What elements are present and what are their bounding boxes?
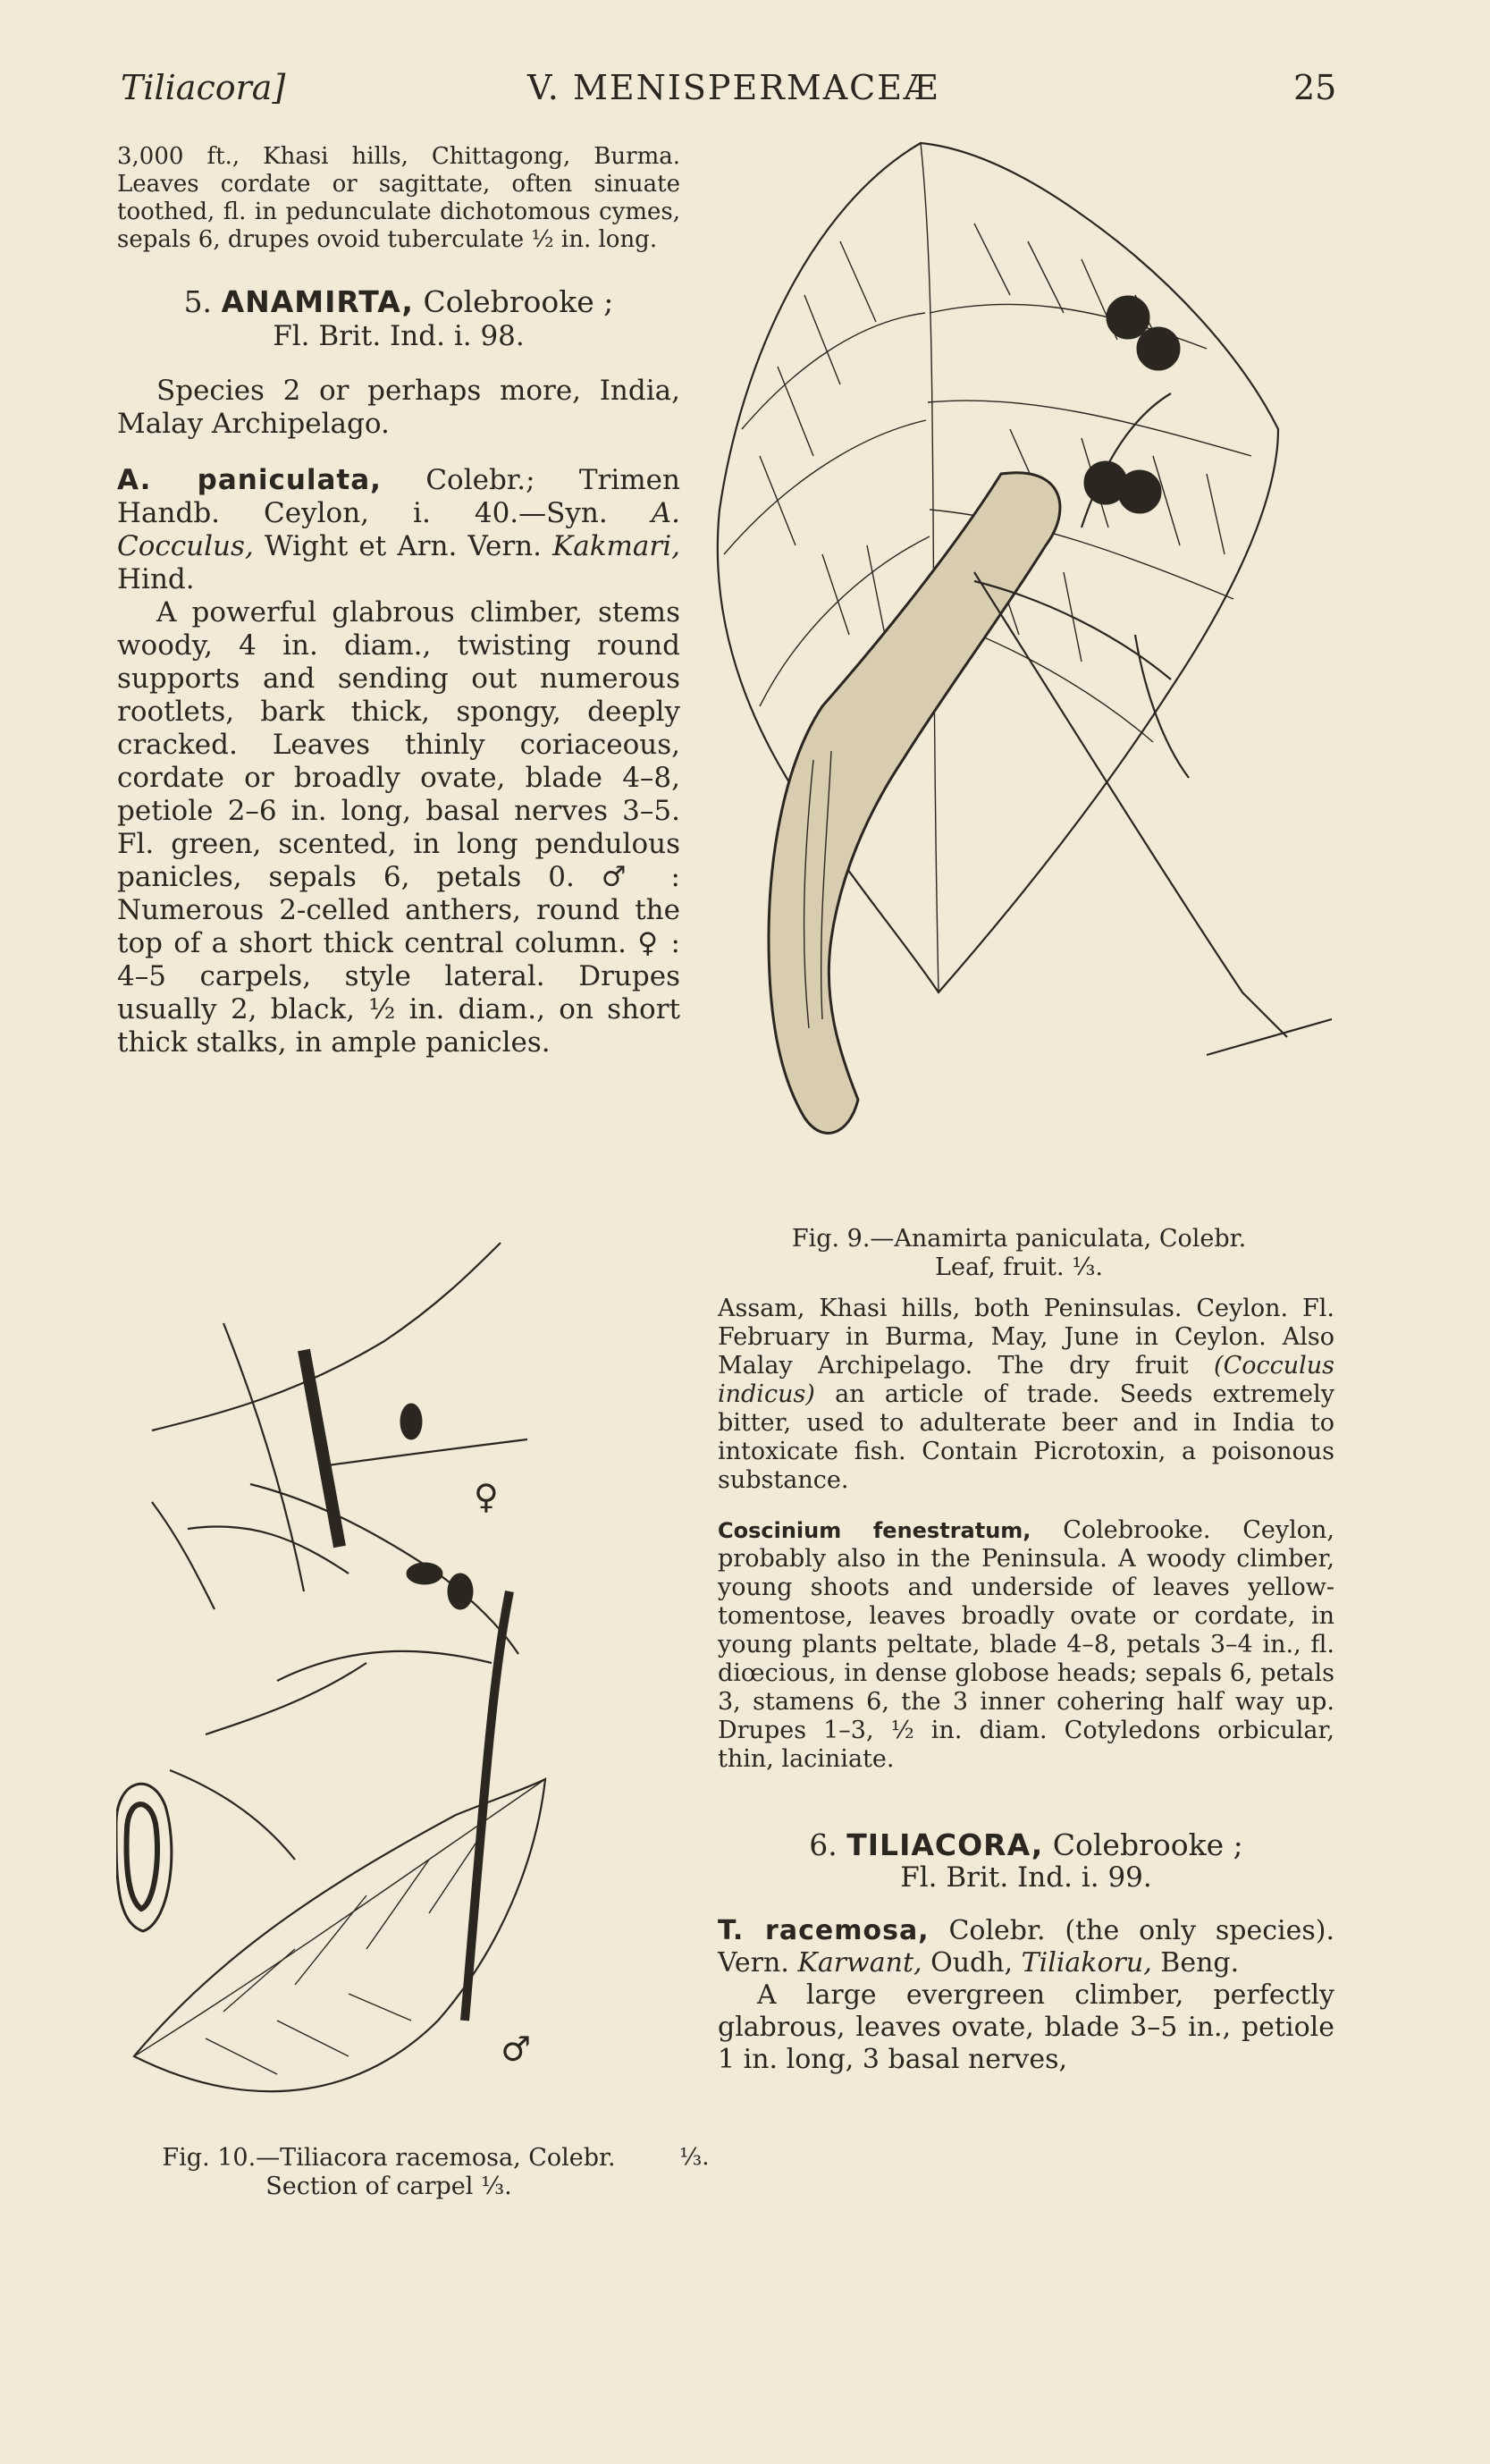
male-symbol: ♂ — [501, 2029, 532, 2069]
species-heading — [117, 464, 680, 596]
species-name: A. paniculata, — [117, 464, 382, 496]
figure-10-illustration — [116, 1234, 697, 2128]
species-description-tiliacora: A large evergreen climber, perfectly glabrous, leaves ovate, blade 3–5 in., petiole 1 in. long, 3 basal nerves, — [718, 1979, 1334, 2075]
species-synonym: A. Cocculus, — [117, 497, 680, 562]
species-heading-tiliacora — [718, 1915, 1334, 1979]
species-vernacular-1-region: Oudh, — [930, 1947, 1014, 1979]
coscinium-paragraph — [718, 1516, 1334, 1774]
fig10-drupe-2 — [407, 1563, 442, 1584]
figure-9-illustration — [706, 134, 1332, 1216]
genus-name: ANAMIRTA, — [221, 284, 414, 319]
genus-number-6: 6. — [809, 1827, 838, 1862]
genus-number: 5. — [183, 284, 213, 319]
fig10-drupe-3 — [448, 1574, 473, 1609]
genus-reference-tiliacora: Fl. Brit. Ind. i. 99. — [900, 1861, 1152, 1894]
coscinium-text: Colebrooke. Ceylon, probably also in the Peninsula. A woody climber, young shoots and underside of leaves yellow-tomentose, leaves broadly ovate or cordate, in young plants peltate, blade 4–8, petals 3–4 in., fl. diœcious, in dense globose heads; sepals 6, petals 3, stamens 6, the 3 inner cohering half way up. Drupes 1–3, ½ in. diam. Cotyledons orbicular, thin, laciniate. — [718, 1516, 1334, 1773]
drupe-1 — [1107, 296, 1149, 339]
figure-10-caption-line1: Fig. 10.—Tiliacora racemosa, Colebr. — [162, 2144, 616, 2172]
species-name-tiliacora: T. racemosa, — [718, 1915, 930, 1946]
left-column — [117, 143, 680, 1059]
species-text-tiliacora: Colebr. (the only species). Vern. — [718, 1915, 1334, 1979]
figure-10-scale: ⅓. — [679, 2144, 710, 2171]
species-vernacular-region: Hind. — [117, 563, 195, 595]
distribution-part2: an article of trade. Seeds extremely bitter, used to adulterate beer and in India to intoxicate fish. Contain Picrotoxin, a poisonous substance. — [718, 1380, 1334, 1494]
species-author: Colebr.; Trimen Handb. Ceylon, i. 40.—Syn. — [117, 464, 680, 529]
figure-10-caption — [116, 2144, 661, 2201]
species-vernacular-2-region: Beng. — [1160, 1947, 1240, 1979]
female-symbol: ♀ — [474, 1477, 499, 1516]
running-head-left: Tiliacora] — [121, 68, 286, 107]
genus-author: Colebrooke ; — [423, 284, 614, 319]
species-vernacular-2: Tiliakoru, — [1021, 1947, 1152, 1979]
genus-reference: Fl. Brit. Ind. i. 98. — [273, 320, 525, 352]
fruit-trade-name: (Cocculus indicus) — [718, 1352, 1334, 1408]
species-description: A powerful glabrous climber, stems woody, 4 in. diam., twisting round supports and sending out numerous rootlets, bark thick, spongy, deeply cracked. Leaves thinly coriaceous, cordate or broadly ovate, blade 4–8, petiole 2–6 in. long, basal nerves 3–5. Fl. green, scented, in long pendulous panicles, sepals 6, petals 0. ♂ : Numerous 2-celled anthers, round the top of a short thick central column. ♀ : 4–5 carpels, style lateral. Drupes usually 2, black, ½ in. diam., on short thick stalks, in ample panicles. — [117, 596, 680, 1059]
drupe-4 — [1118, 470, 1161, 513]
genus-heading-tiliacora — [718, 1827, 1334, 1863]
figure-10-caption-line2: Section of carpel ⅓. — [265, 2173, 512, 2200]
genus-author-tiliacora: Colebrooke ; — [1052, 1827, 1243, 1862]
running-head-center: V. MENISPERMACEÆ — [527, 68, 940, 107]
distribution-text — [718, 1295, 1334, 1495]
figure-9-caption — [715, 1225, 1323, 1282]
running-head — [0, 68, 1490, 113]
right-column — [718, 1295, 1334, 2076]
species-synonym-author: Wight et Arn. Vern. — [264, 530, 542, 562]
genus-name-tiliacora: TILIACORA, — [846, 1827, 1044, 1862]
figure-9-caption-line1: Fig. 9.—Anamirta paniculata, Colebr. — [791, 1225, 1247, 1253]
genus-description: Species 2 or perhaps more, India, Malay Archipelago. — [117, 375, 680, 440]
fig10-drupe-1 — [400, 1404, 422, 1439]
coscinium-name: Coscinium fenestratum, — [718, 1518, 1031, 1543]
species-vernacular-1: Karwant, — [797, 1947, 922, 1979]
drupe-2 — [1137, 327, 1180, 370]
genus-heading-anamirta — [117, 284, 680, 320]
page-number: 25 — [1293, 68, 1337, 107]
distribution-part1: Assam, Khasi hills, both Peninsulas. Ceylon. Fl. February in Burma, May, June in Ceylon. Also Malay Archipelago. The dry fruit — [718, 1295, 1334, 1380]
continued-text: 3,000 ft., Khasi hills, Chittagong, Burma. Leaves cordate or sagittate, often sinuate toothed, fl. in pedunculate dichotomous cymes, sepals 6, drupes ovoid tuberculate ½ in. long. — [117, 143, 680, 253]
species-vernacular: Kakmari, — [552, 530, 680, 562]
figure-9-caption-line2: Leaf, fruit. ⅓. — [935, 1253, 1103, 1281]
